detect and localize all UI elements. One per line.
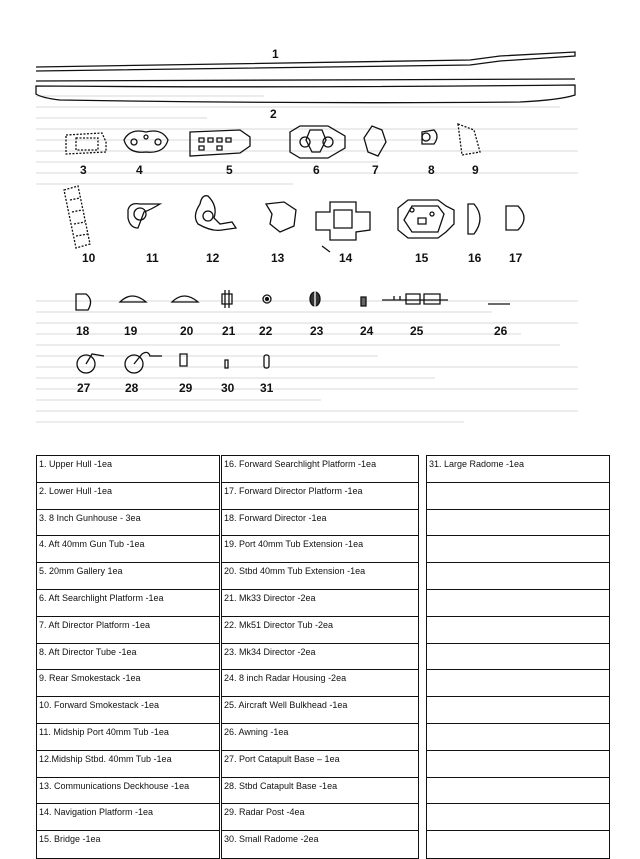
parts-list-row: 18. Forward Director -1ea — [222, 510, 418, 537]
part-number-14: 14 — [339, 251, 353, 265]
parts-list-row: 10. Forward Smokestack -1ea — [37, 697, 219, 724]
parts-list-column-2 — [221, 455, 419, 859]
large-radome-part — [264, 355, 269, 368]
parts-list-row: 2. Lower Hull -1ea — [37, 483, 219, 510]
part-number-16: 16 — [468, 251, 482, 265]
parts-list-row: 29. Radar Post -4ea — [222, 804, 418, 831]
gunhouse-part — [66, 133, 106, 154]
part-number-26: 26 — [494, 324, 508, 338]
aft-director-tube-part — [422, 130, 437, 144]
parts-list-row: 23. Mk34 Director -2ea — [222, 644, 418, 671]
aft-director-platform-part — [364, 126, 386, 156]
parts-list-row: 6. Aft Searchlight Platform -1ea — [37, 590, 219, 617]
part-number-4: 4 — [136, 163, 143, 177]
part-number-3: 3 — [80, 163, 87, 177]
parts-list-row: 28. Stbd Catapult Base -1ea — [222, 778, 418, 805]
20mm-gallery-part — [190, 130, 250, 156]
parts-list-column-3 — [426, 455, 610, 859]
part-number-29: 29 — [179, 381, 193, 395]
midship-stbd-tub-part — [195, 196, 236, 231]
parts-list-row: 16. Forward Searchlight Platform -1ea — [222, 456, 418, 483]
parts-list-row — [427, 644, 609, 671]
upper-hull-part — [36, 52, 575, 81]
radar-housing-part — [361, 297, 366, 306]
forward-director-platform-part — [506, 206, 524, 230]
aft-searchlight-platform-part — [290, 126, 345, 158]
parts-list-row: 22. Mk51 Director Tub -2ea — [222, 617, 418, 644]
parts-list-row: 31. Large Radome -1ea — [427, 456, 609, 483]
forward-director-part — [76, 294, 91, 310]
parts-list-row — [427, 483, 609, 510]
part-number-13: 13 — [271, 251, 285, 265]
part-number-1: 1 — [272, 47, 279, 61]
part-number-7: 7 — [372, 163, 379, 177]
parts-list-row — [427, 510, 609, 537]
parts-list-row — [427, 536, 609, 563]
parts-list-row — [427, 751, 609, 778]
aircraft-well-bulkhead-part — [382, 294, 448, 304]
port-catapult-base-part — [77, 354, 104, 373]
parts-list-row — [427, 670, 609, 697]
parts-list-row: 3. 8 Inch Gunhouse - 3ea — [37, 510, 219, 537]
communications-deckhouse-part — [266, 202, 296, 232]
part-number-6: 6 — [313, 163, 320, 177]
bridge-part — [398, 200, 454, 238]
parts-list-row: 24. 8 inch Radar Housing -2ea — [222, 670, 418, 697]
rear-smokestack-part — [458, 124, 480, 155]
mk34-director-part — [310, 290, 320, 309]
parts-list-row: 7. Aft Director Platform -1ea — [37, 617, 219, 644]
parts-list-row: 8. Aft Director Tube -1ea — [37, 644, 219, 671]
part-number-22: 22 — [259, 324, 273, 338]
part-number-21: 21 — [222, 324, 236, 338]
parts-list-row: 19. Port 40mm Tub Extension -1ea — [222, 536, 418, 563]
part-number-23: 23 — [310, 324, 324, 338]
parts-list-row: 14. Navigation Platform -1ea — [37, 804, 219, 831]
parts-list-row: 9. Rear Smokestack -1ea — [37, 670, 219, 697]
radar-post-part — [180, 354, 187, 366]
parts-list-row: 13. Communications Deckhouse -1ea — [37, 778, 219, 805]
parts-list-row: 1. Upper Hull -1ea — [37, 456, 219, 483]
mk33-director-part — [222, 290, 232, 308]
lower-hull-part — [36, 85, 575, 103]
parts-list-row: 15. Bridge -1ea — [39, 834, 101, 845]
parts-list-row — [427, 831, 609, 858]
aft-gun-tub-part — [124, 131, 168, 152]
part-number-9: 9 — [472, 163, 479, 177]
part-number-25: 25 — [410, 324, 424, 338]
part-number-15: 15 — [415, 251, 429, 265]
midship-port-tub-part — [128, 204, 160, 228]
small-radome-part — [225, 360, 228, 368]
part-number-27: 27 — [77, 381, 91, 395]
parts-list-row: 12.Midship Stbd. 40mm Tub -1ea — [37, 751, 219, 778]
part-number-12: 12 — [206, 251, 220, 265]
parts-list-row: 27. Port Catapult Base – 1ea — [222, 751, 418, 778]
parts-list-row: 4. Aft 40mm Gun Tub -1ea — [37, 536, 219, 563]
part-number-30: 30 — [221, 381, 235, 395]
parts-list-row — [427, 804, 609, 831]
parts-list-row: 20. Stbd 40mm Tub Extension -1ea — [222, 563, 418, 590]
mk51-director-tub-part — [263, 295, 271, 303]
parts-list-row — [427, 590, 609, 617]
parts-list-row — [427, 617, 609, 644]
forward-smokestack-part — [64, 186, 90, 248]
part-number-17: 17 — [509, 251, 523, 265]
part-number-31: 31 — [260, 381, 274, 395]
parts-list-row: 25. Aircraft Well Bulkhead -1ea — [222, 697, 418, 724]
parts-list-row — [427, 563, 609, 590]
parts-list-row — [427, 697, 609, 724]
parts-list-row — [427, 724, 609, 751]
stbd-catapult-base-part — [125, 352, 162, 373]
navigation-platform-part — [316, 202, 370, 252]
stbd-tub-extension-part — [172, 296, 198, 302]
part-number-24: 24 — [360, 324, 374, 338]
parts-list-row: 5. 20mm Gallery 1ea — [37, 563, 219, 590]
part-number-5: 5 — [226, 163, 233, 177]
port-tub-extension-part — [120, 296, 146, 302]
parts-list-row: 21. Mk33 Director -2ea — [222, 590, 418, 617]
forward-searchlight-platform-part — [468, 204, 480, 234]
parts-list-row: 26. Awning -1ea — [222, 724, 418, 751]
part-number-20: 20 — [180, 324, 194, 338]
part-number-11: 11 — [146, 251, 159, 265]
parts-list-row: 17. Forward Director Platform -1ea — [222, 483, 418, 510]
part-number-2: 2 — [270, 107, 277, 121]
part-number-10: 10 — [82, 251, 96, 265]
part-number-28: 28 — [125, 381, 139, 395]
part-number-18: 18 — [76, 324, 90, 338]
parts-list-row: 11. Midship Port 40mm Tub -1ea — [37, 724, 219, 751]
part-number-19: 19 — [124, 324, 138, 338]
part-number-8: 8 — [428, 163, 435, 177]
parts-list-column-1 — [36, 455, 220, 859]
parts-list-row: 30. Small Radome -2ea — [224, 834, 319, 845]
parts-list-row — [427, 778, 609, 805]
